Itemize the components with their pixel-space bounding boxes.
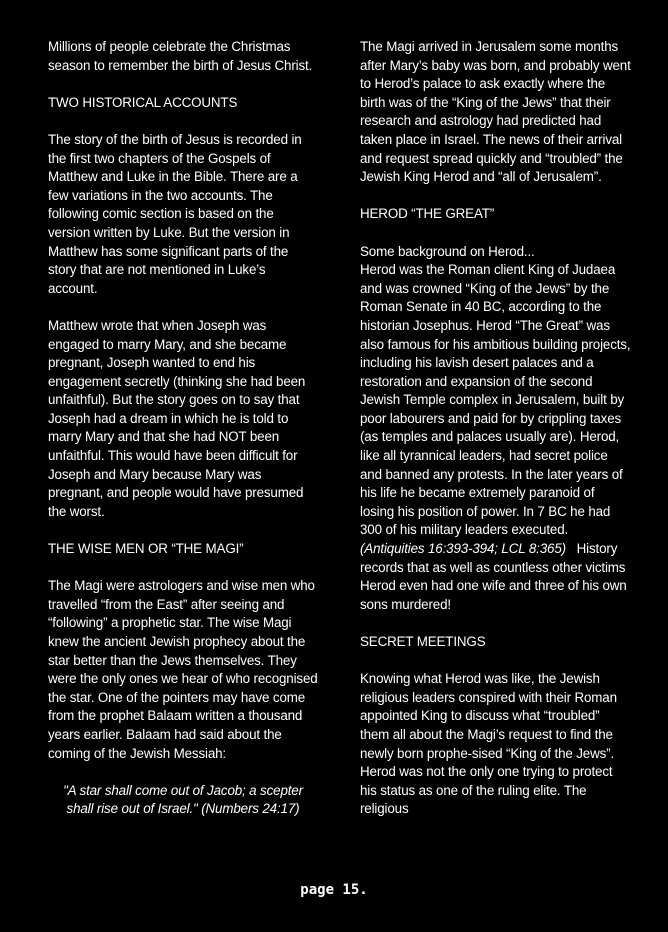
- heading-herod-the-great: HEROD “THE GREAT”: [360, 206, 495, 222]
- intro-paragraph: Millions of people celebrate the Christmas season to remember the birth of Jesus Christ.: [48, 39, 313, 73]
- right-column: [360, 38, 632, 838]
- paragraph-joseph: Matthew wrote that when Joseph was engaged to marry Mary, and she became pregnant, Joseph wanted to end his engagement secretly (thinking she had been unfaithful). But the story goes on to say that Joseph had a dream in which he is told to marry Mary and that she had NOT been unfaithful. This would have been difficult for Joseph and Mary because Mary was pregnant, and people would have presumed the worst.: [48, 317, 306, 519]
- citation-antiquities: (Antiquities 16:393-394; LCL 8:365): [360, 541, 566, 557]
- heading-two-historical-accounts: TWO HISTORICAL ACCOUNTS: [48, 94, 238, 110]
- quote-numbers: "A star shall come out of Jacob; a scepter shall rise out of Israel." (Numbers 24:17): [63, 782, 303, 817]
- herod-background-intro: Some background on Herod...: [360, 243, 535, 259]
- heading-wise-men: THE WISE MEN OR “THE MAGI”: [48, 541, 244, 557]
- paragraph-magi-arrival: The Magi arrived in Jerusalem some months after Mary’s baby was born, and probably went to Herod’s palace to ask exactly where the birth was of the “King of the Jews” that their research and astrology had predicted had taken place in Israel. The news of their arrival and request spread quickly and “troubled” the Jewish King Herod and “all of Jerusalem”.: [360, 39, 631, 185]
- herod-text: Herod was the Roman client King of Judaea and was crowned “King of the Jews” by the Roman Senate in 40 BC, according to the historian Josephus. Herod “The Great” was also famous for his ambitious building projects, including his lavish desert palaces and a restoration and expansion of the second Jewish Temple complex in Jerusalem, built by poor labourers and paid for by crippling taxes (as temples and palaces usually are). Herod, like all tyrannical leaders, had secret police and banned any protests. In the later years of his life he became extremely paranoid of losing his position of power. In 7 BC he had 300 of his military leaders executed.: [360, 262, 631, 538]
- left-column: [48, 38, 318, 838]
- paragraph-secret-meetings: Knowing what Herod was like, the Jewish religious leaders conspired with their Roman appointed King to discuss what “troubled” them all about the Magi’s request to find the newly born prophe-sised “King of the Jews”. Herod was not the only one trying to protect his status as one of the ruling elite. The religious: [360, 671, 617, 817]
- paragraph-magi: The Magi were astrologers and wise men who travelled “from the East” after seeing and “following” a prophetic star. The wise Magi knew the ancient Jewish prophecy about the star better than the Jews themselves. They were the only ones we hear of who recognised the star. One of the pointers may have come from the prophet Balaam written a thousand years earlier. Balaam had said about the coming of the Jewish Messiah:: [48, 578, 318, 761]
- page-number: page 15.: [300, 882, 368, 898]
- paragraph-gospels: The story of the birth of Jesus is recorded in the first two chapters of the Gospels of Matthew and Luke in the Bible. There are a few variations in the two accounts. The following comic section is based on the version written by Luke. But the version in Matthew has some significant parts of the story that are not mentioned in Luke’s account.: [48, 131, 302, 296]
- herod-text-tail: History records that as well as countless other victims Herod even had one wife and three of his own sons murdered!: [360, 541, 627, 612]
- paragraph-herod: [360, 261, 632, 614]
- heading-secret-meetings: SECRET MEETINGS: [360, 634, 486, 649]
